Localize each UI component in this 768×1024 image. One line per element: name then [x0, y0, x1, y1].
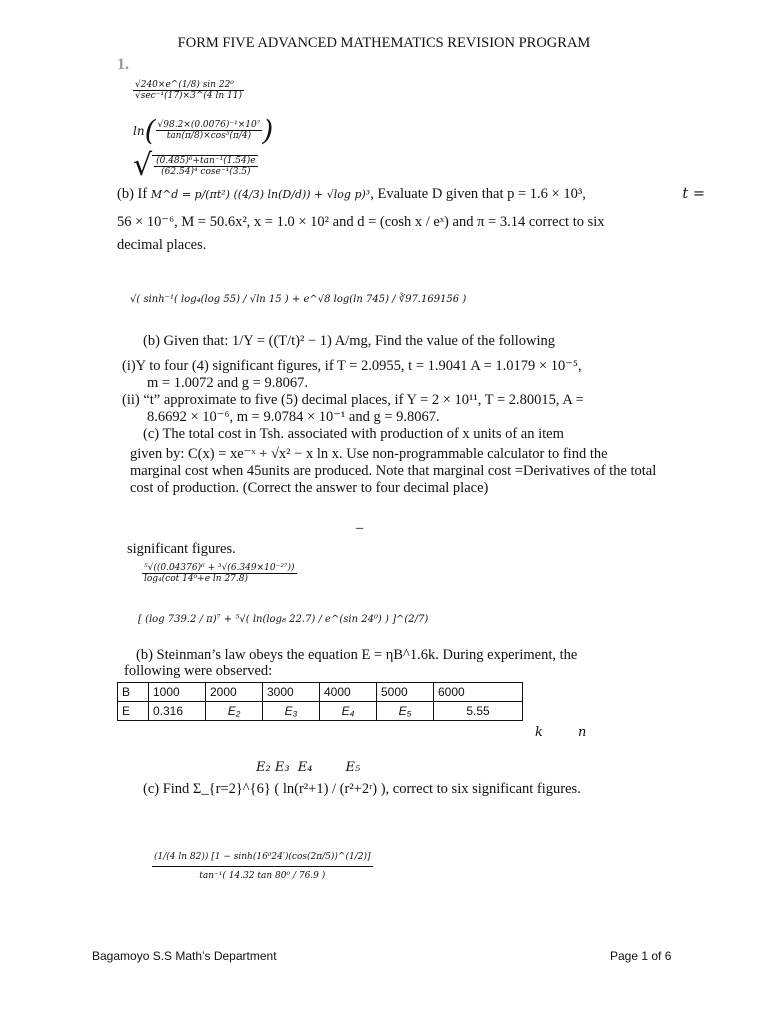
radical-icon: √: [133, 148, 153, 183]
table-cell: 1000: [149, 683, 206, 702]
table-cell: E₃: [263, 702, 320, 721]
q3-fraction-denominator: log₄(cot 14⁰+e ln 27.8): [144, 574, 248, 584]
ln-prefix: ln: [133, 123, 145, 138]
q1a-root-fraction: [152, 155, 257, 177]
table-cell: E₂: [206, 702, 263, 721]
table-cell: 0.316: [149, 702, 206, 721]
close-paren: ): [262, 114, 274, 147]
e-labels: E₂ E₃ E₄ E₅: [256, 760, 361, 775]
question-number: 1.: [117, 56, 129, 73]
n-label: n: [578, 725, 587, 740]
table-cell: 5000: [377, 683, 434, 702]
q1b-line1-tail: , Evaluate D given that p = 1.6 × 10³,: [370, 186, 586, 202]
page-title: FORM FIVE ADVANCED MATHEMATICS REVISION PROGRAM: [177, 35, 591, 51]
q3-fraction: [142, 563, 297, 584]
steinman-line2: following were observed:: [124, 663, 273, 679]
q2b-i-line1: (i)Y to four (4) significant figures, if T = 2.0955, t = 1.9041 A = 1.0179 × 10⁻⁵,: [122, 358, 582, 374]
observation-table: [117, 682, 523, 721]
q4-fraction-denominator: tan⁻¹( 14.32 tan 80⁰ / 76.9 ): [199, 871, 326, 881]
q1a-ln-expression: [133, 114, 273, 147]
q4-fraction-numerator: (1/(4 ln 82)) [1 − sinh(16⁰24′)(cos(2π/5))^(1/2)]: [152, 848, 373, 867]
q3-bracket-expression: [ (log 739.2 / π)⁷ + ⁵√( ln(log₈ 22.7) / e^(sin 24⁰) ) ]^(2/7): [138, 614, 429, 625]
table-cell: 5.55: [434, 702, 523, 721]
q1b-label: (b) If: [117, 186, 148, 202]
table-row: [118, 683, 523, 702]
q3-sig-line: significant figures.: [127, 541, 236, 557]
q1a-ln-denominator: tan(π/8)×cos³(π/4): [166, 131, 252, 141]
q1a-ln-numerator: √98.2×(0.0076)⁻¹×10⁷: [157, 120, 261, 130]
q1a-ln-fraction: [156, 120, 263, 141]
q2b-i-line2: m = 1.0072 and g = 9.8067.: [147, 375, 308, 391]
table-row: [118, 702, 523, 721]
open-paren: (: [144, 114, 156, 147]
footer-page-number: Page 1 of 6: [610, 949, 672, 963]
q1a-root-denominator: (62.54)⁴ cose⁻¹(3.5): [161, 166, 251, 177]
q2c-line2: given by: C(x) = xe⁻ˣ + √x² − x ln x. Use non-programmable calculator to find the: [130, 446, 608, 462]
q2b-line: (b) Given that: 1/Y = ((T/t)² − 1) A/mg, Find the value of the following: [143, 333, 555, 349]
q1a-root-numerator: (0.485)⁶+tan⁻¹(1.54)e: [156, 155, 256, 166]
q1a-denominator: √sec⁻¹(17)×3^(4 ln 11): [135, 91, 242, 101]
table-cell: E: [118, 702, 149, 721]
q1b-line1: [117, 186, 705, 203]
q2a-expression: √( sinh⁻¹( log₄(log 55) / √ln 15 ) + e^√8 log(ln 745) / ∛97.169156 ): [130, 294, 467, 305]
table-cell: E₅: [377, 702, 434, 721]
q1b-formula: M^d = p/(πt²) ((4/3) ln(D/d)) + √log p)³: [150, 188, 371, 201]
steinman-line1: (b) Steinman’s law obeys the equation E = ηB^1.6k. During experiment, the: [136, 647, 578, 663]
q2b-ii-line1: (ii) “t” approximate to five (5) decimal places, if Y = 2 × 10¹¹, T = 2.80015, A =: [122, 392, 584, 408]
k-label: k: [535, 725, 543, 740]
q2c-line3: marginal cost when 45units are produced. Note that marginal cost =Derivatives of the total: [130, 463, 657, 479]
table-cell: 3000: [263, 683, 320, 702]
q1b-line2: 56 × 10⁻⁶, M = 50.6x², x = 1.0 × 10² and d = (cosh x / eˣ) and π = 3.14 correct to six: [117, 214, 605, 230]
q2c-line1: (c) The total cost in Tsh. associated with production of x units of an item: [143, 426, 564, 442]
table-cell: 6000: [434, 683, 523, 702]
q1b-line3: decimal places.: [117, 237, 207, 253]
q2c-line4: cost of production. (Correct the answer to four decimal place): [130, 480, 489, 496]
q1a-root-expression: [133, 148, 258, 183]
q1b-t-eq: t =: [682, 186, 705, 202]
q4-fraction: [152, 848, 373, 885]
table-cell: 2000: [206, 683, 263, 702]
table-cell: E₄: [320, 702, 377, 721]
q3c-line: (c) Find Σ_{r=2}^{6} ( ln(r²+1) / (r²+2ʳ) ), correct to six significant figures.: [143, 781, 581, 797]
table-cell: B: [118, 683, 149, 702]
table-cell: 4000: [320, 683, 377, 702]
footer-department: Bagamoyo S.S Math’s Department: [92, 949, 277, 963]
q1a-fraction: [133, 80, 244, 101]
q2b-ii-line2: 8.6692 × 10⁻⁶, m = 9.0784 × 10⁻¹ and g = 9.8067.: [147, 409, 440, 425]
stray-dash: –: [356, 520, 364, 536]
q3-fraction-numerator: ⁵√((0.04376)⁶ + ³√(6.349×10⁻²⁷)): [144, 563, 295, 573]
q1a-numerator: √240×e^(1/8) sin 22⁰: [133, 80, 244, 91]
